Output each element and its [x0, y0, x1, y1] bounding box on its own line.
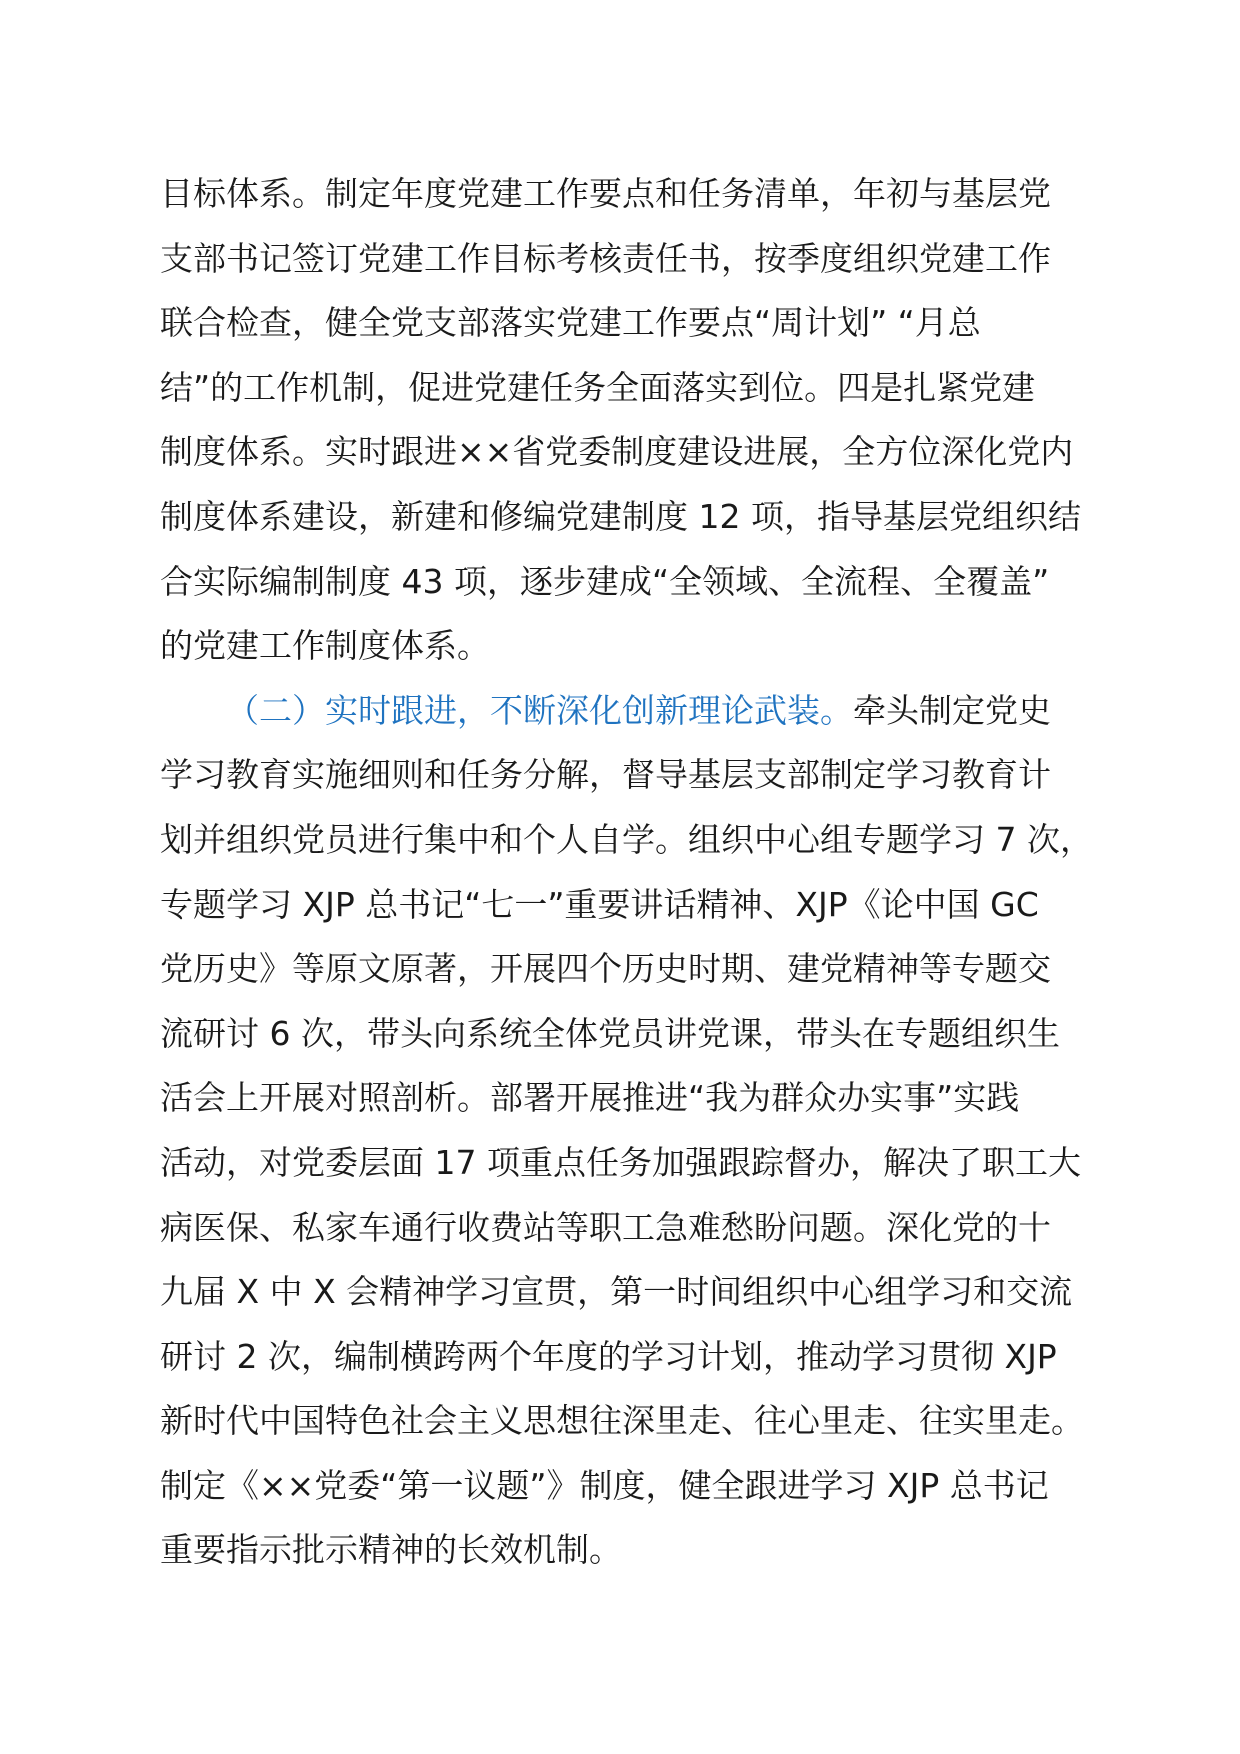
- text-line: 目标体系。制定年度党建工作要点和任务清单，年初与基层党: [160, 174, 1051, 213]
- text-line: 研讨 2 次，编制横跨两个年度的学习计划，推动学习贯彻 XJP: [160, 1336, 1057, 1376]
- text-line: 活动，对党委层面 17 项重点任务加强跟踪督办，解决了职工大: [160, 1142, 1081, 1182]
- text-line: 划并组织党员进行集中和个人自学。组织中心组专题学习 7 次，: [160, 819, 1093, 859]
- document-body: [160, 162, 1120, 1583]
- text-line: 合实际编制制度 43 项，逐步建成“全领域、全流程、全覆盖”: [160, 561, 1050, 601]
- text-line: 制定《××党委“第一议题”》制度，健全跟进学习 XJP 总书记: [160, 1465, 1049, 1505]
- text-line: 重要指示批示精神的长效机制。: [160, 1530, 622, 1570]
- paragraph-party-building-system: [160, 162, 1120, 679]
- paragraph-first-line: [160, 679, 1120, 744]
- text-line: 新时代中国特色社会主义思想往深里走、往心里走、往实里走。: [160, 1401, 1084, 1441]
- section-heading: （二）实时跟进，不断深化创新理论武装。: [226, 690, 853, 730]
- text-line: 的党建工作制度体系。: [160, 626, 490, 666]
- paragraph-theory-study: [160, 679, 1120, 1583]
- text-line: 流研讨 6 次，带头向系统全体党员讲党课，带头在专题组织生: [160, 1013, 1060, 1053]
- text-line: 病医保、私家车通行收费站等职工急难愁盼问题。深化党的十: [160, 1207, 1051, 1247]
- text-line: 学习教育实施细则和任务分解，督导基层支部制定学习教育计: [160, 755, 1051, 795]
- text-line: 专题学习 XJP 总书记“七一”重要讲话精神、XJP《论中国 GC: [160, 884, 1039, 924]
- text-line: 结”的工作机制，促进党建任务全面落实到位。四是扎紧党建: [160, 367, 1036, 407]
- text-line-rest: 牵头制定党史: [853, 690, 1051, 730]
- text-line: 制度体系。实时跟进××省党委制度建设进展，全方位深化党内: [160, 432, 1074, 472]
- text-line: 活会上开展对照剖析。部署开展推进“我为群众办实事”实践: [160, 1078, 1020, 1118]
- text-line: 制度体系建设，新建和修编党建制度 12 项，指导基层党组织结: [160, 496, 1081, 536]
- text-line: 联合检查，健全党支部落实党建工作要点“周计划” “月总: [160, 303, 981, 343]
- text-line: 支部书记签订党建工作目标考核责任书，按季度组织党建工作: [160, 238, 1051, 278]
- text-line: 党历史》等原文原著，开展四个历史时期、建党精神等专题交: [160, 949, 1051, 989]
- text-line: 九届 X 中 X 会精神学习宣贯，第一时间组织中心组学习和交流: [160, 1272, 1073, 1312]
